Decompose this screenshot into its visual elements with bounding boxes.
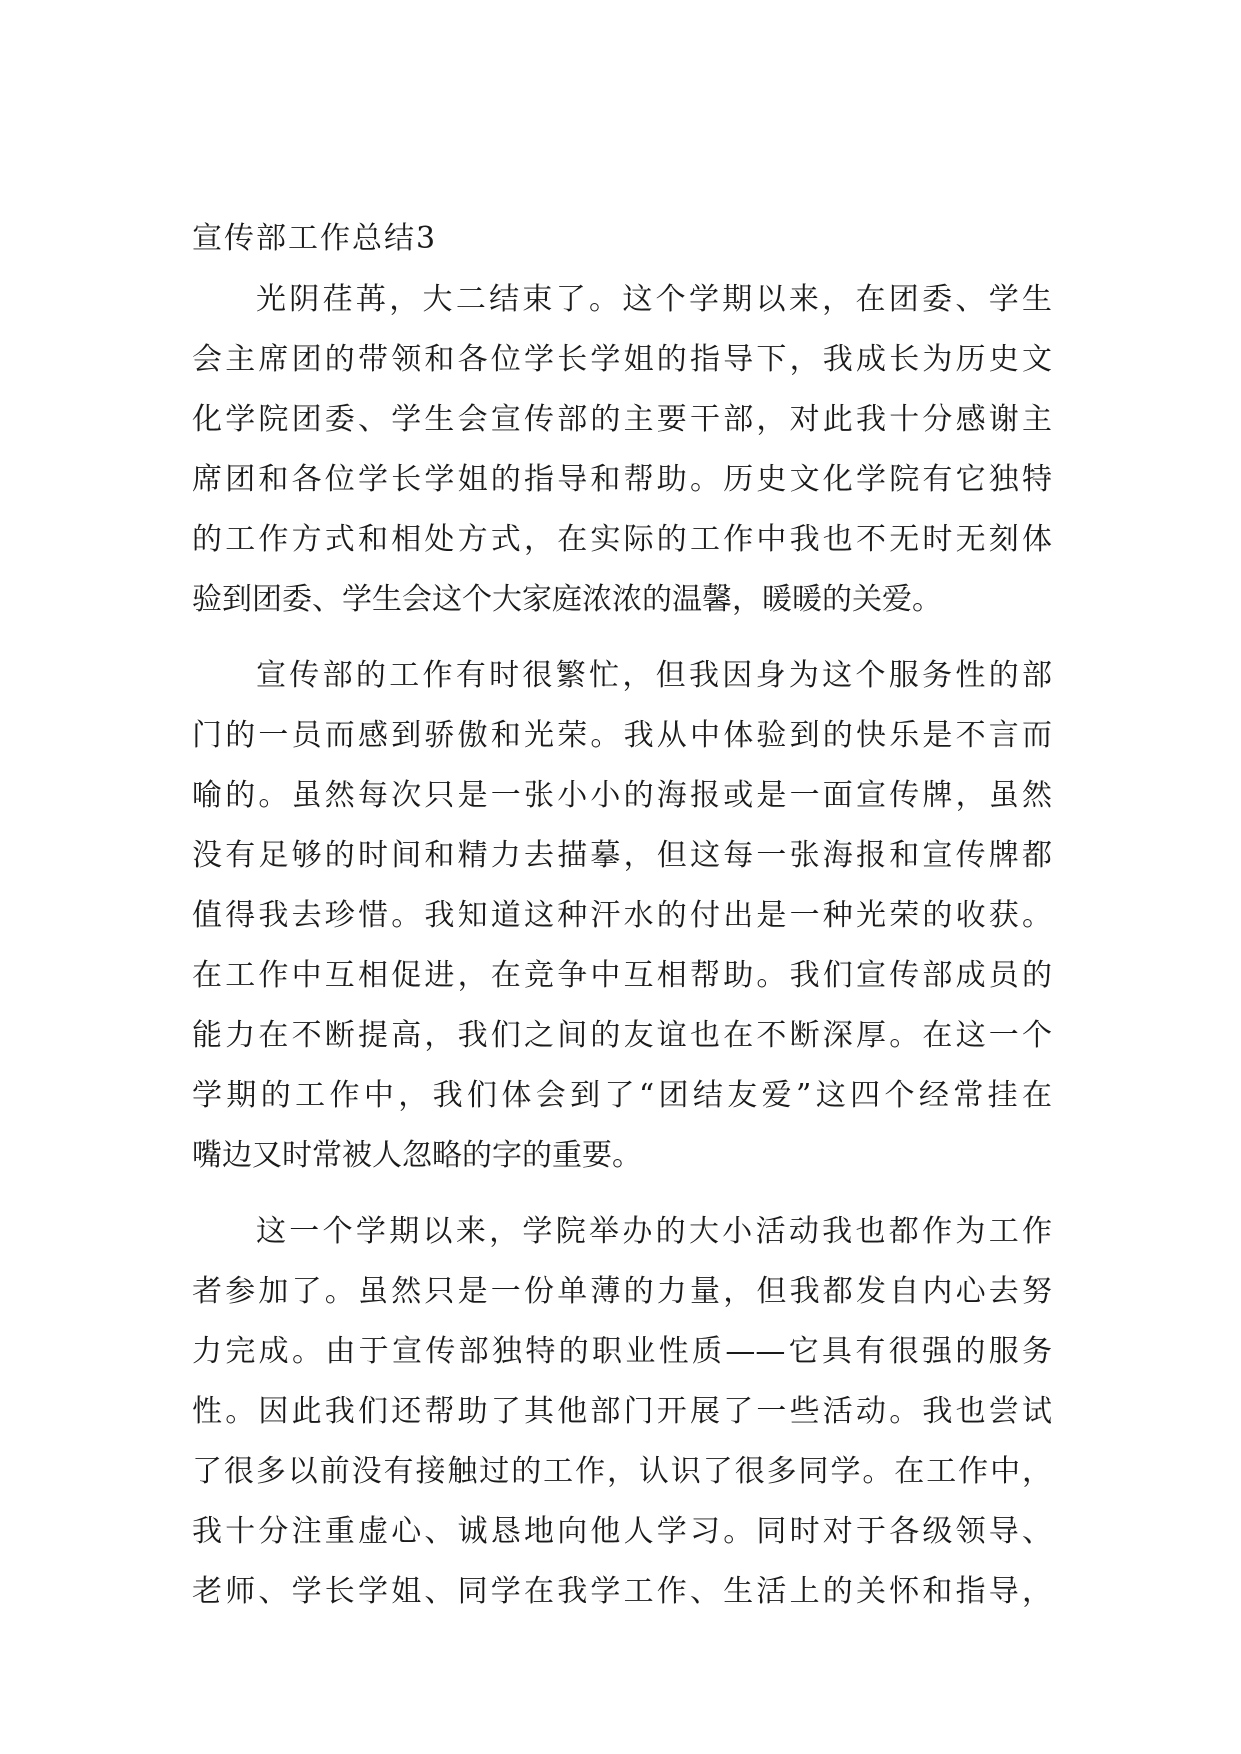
paragraph-3 (192, 1202, 1052, 1622)
text-line: 力完成。由于宣传部独特的职业性质——它具有很强的服务 (192, 1334, 1052, 1369)
paragraph-1 (192, 270, 1052, 630)
text-line: 嘴边又时常被人忽略的字的重要。 (192, 1138, 642, 1173)
paragraph-2 (192, 646, 1052, 1186)
text-line: 喻的。虽然每次只是一张小小的海报或是一面宣传牌，虽然 (192, 778, 1052, 813)
text-line: 宣传部的工作有时很繁忙，但我因身为这个服务性的部 (256, 658, 1052, 693)
text-line: 验到团委、学生会这个大家庭浓浓的温馨，暖暖的关爱。 (192, 582, 942, 617)
text-line: 我十分注重虚心、诚恳地向他人学习。同时对于各级领导、 (192, 1514, 1052, 1549)
text-line: 没有足够的时间和精力去描摹，但这每一张海报和宣传牌都 (192, 838, 1052, 873)
text-line: 席团和各位学长学姐的指导和帮助。历史文化学院有它独特 (192, 462, 1052, 497)
text-line: 在工作中互相促进，在竞争中互相帮助。我们宣传部成员的 (192, 958, 1052, 993)
text-line: 者参加了。虽然只是一份单薄的力量，但我都发自内心去努 (192, 1274, 1052, 1309)
document-body (192, 218, 1052, 1622)
text-line: 老师、学长学姐、同学在我学工作、生活上的关怀和指导， (192, 1574, 1052, 1609)
text-line: 的工作方式和相处方式，在实际的工作中我也不无时无刻体 (192, 522, 1052, 557)
text-line: 值得我去珍惜。我知道这种汗水的付出是一种光荣的收获。 (192, 898, 1052, 933)
text-line: 性。因此我们还帮助了其他部门开展了一些活动。我也尝试 (192, 1394, 1052, 1429)
text-line: 会主席团的带领和各位学长学姐的指导下，我成长为历史文 (192, 342, 1052, 377)
text-line: 了很多以前没有接触过的工作，认识了很多同学。在工作中， (192, 1454, 1052, 1489)
text-line: 能力在不断提高，我们之间的友谊也在不断深厚。在这一个 (192, 1018, 1052, 1053)
text-line: 门的一员而感到骄傲和光荣。我从中体验到的快乐是不言而 (192, 718, 1052, 753)
text-line: 学期的工作中，我们体会到了“团结友爱”这四个经常挂在 (192, 1078, 1052, 1113)
text-line: 光阴荏苒，大二结束了。这个学期以来，在团委、学生 (256, 282, 1052, 317)
text-line: 这一个学期以来，学院举办的大小活动我也都作为工作 (256, 1214, 1052, 1249)
document-title: 宣传部工作总结3 (192, 221, 438, 256)
text-line: 化学院团委、学生会宣传部的主要干部，对此我十分感谢主 (192, 402, 1052, 437)
